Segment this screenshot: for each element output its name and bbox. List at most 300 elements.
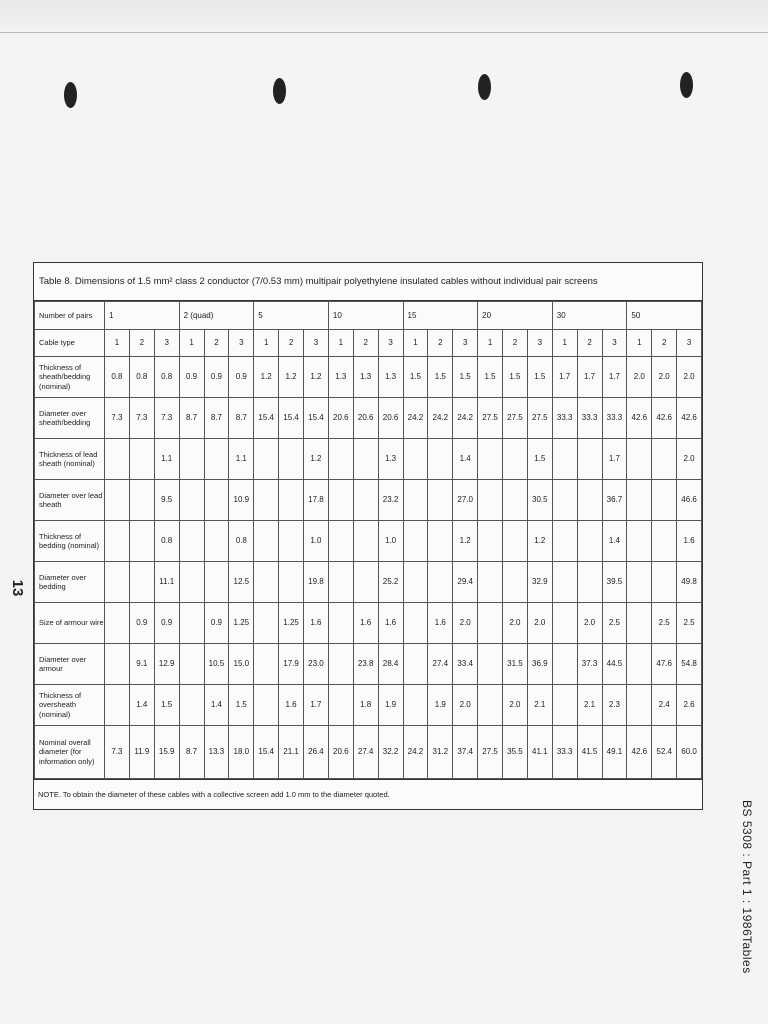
value-cell: 23.0 (304, 644, 329, 685)
value-cell: 20.6 (378, 398, 403, 439)
value-cell: 27.0 (453, 480, 478, 521)
value-cell (552, 439, 577, 480)
value-cell: 2.0 (577, 603, 602, 644)
value-cell: 32.2 (378, 726, 403, 779)
value-cell: 1.5 (527, 357, 552, 398)
value-cell (328, 439, 353, 480)
value-cell: 21.1 (279, 726, 304, 779)
value-cell: 37.4 (453, 726, 478, 779)
row-label: Thickness of bedding (nominal) (35, 521, 105, 562)
cable-type-cell: 3 (304, 330, 329, 357)
value-cell: 1.7 (552, 357, 577, 398)
value-cell (179, 644, 204, 685)
row-label: Diameter over bedding (35, 562, 105, 603)
value-cell: 1.25 (279, 603, 304, 644)
cable-type-cell: 2 (129, 330, 154, 357)
value-cell (254, 439, 279, 480)
value-cell (129, 562, 154, 603)
value-cell: 1.7 (602, 439, 627, 480)
value-cell (353, 562, 378, 603)
value-cell (328, 644, 353, 685)
value-cell: 33.3 (552, 398, 577, 439)
value-cell (403, 644, 428, 685)
value-cell (179, 480, 204, 521)
punch-hole (680, 72, 693, 98)
value-cell: 47.6 (652, 644, 677, 685)
value-cell: 0.8 (129, 357, 154, 398)
value-cell: 32.9 (527, 562, 552, 603)
value-cell (179, 521, 204, 562)
data-grid (34, 301, 702, 779)
value-cell: 33.3 (602, 398, 627, 439)
pair-group-header: 15 (403, 302, 478, 330)
value-cell (552, 480, 577, 521)
cable-type-cell: 2 (279, 330, 304, 357)
cable-type-label: Cable type (35, 330, 105, 357)
value-cell: 18.0 (229, 726, 254, 779)
value-cell (652, 439, 677, 480)
value-cell (552, 644, 577, 685)
value-cell (577, 480, 602, 521)
value-cell (503, 562, 528, 603)
value-cell (254, 603, 279, 644)
value-cell: 0.8 (229, 521, 254, 562)
value-cell (403, 480, 428, 521)
punch-hole (64, 82, 77, 108)
pair-group-header: 5 (254, 302, 329, 330)
value-cell: 1.1 (154, 439, 179, 480)
value-cell: 60.0 (677, 726, 702, 779)
value-cell: 1.2 (527, 521, 552, 562)
value-cell: 15.4 (254, 398, 279, 439)
value-cell (652, 521, 677, 562)
pair-group-header: 50 (627, 302, 702, 330)
pair-group-header: 1 (105, 302, 180, 330)
table-row (35, 357, 702, 398)
cable-type-cell: 3 (527, 330, 552, 357)
cable-type-row (35, 330, 702, 357)
value-cell: 1.5 (428, 357, 453, 398)
row-label: Diameter over sheath/bedding (35, 398, 105, 439)
value-cell: 7.3 (154, 398, 179, 439)
value-cell (204, 521, 229, 562)
pair-group-header: 10 (328, 302, 403, 330)
table-row (35, 562, 702, 603)
value-cell (328, 480, 353, 521)
value-cell: 15.4 (279, 398, 304, 439)
table-row (35, 398, 702, 439)
table-title: Table 8. Dimensions of 1.5 mm² class 2 conductor (7/0.53 mm) multipair polyethylene insulated cables without individual pair screens (34, 263, 702, 301)
value-cell: 30.5 (527, 480, 552, 521)
value-cell (428, 521, 453, 562)
value-cell: 27.5 (478, 726, 503, 779)
value-cell (503, 521, 528, 562)
value-cell (254, 685, 279, 726)
value-cell: 35.5 (503, 726, 528, 779)
value-cell: 1.4 (602, 521, 627, 562)
value-cell: 23.2 (378, 480, 403, 521)
value-cell: 1.2 (304, 357, 329, 398)
cable-type-cell: 1 (403, 330, 428, 357)
cable-type-cell: 2 (428, 330, 453, 357)
value-cell: 44.5 (602, 644, 627, 685)
value-cell (478, 439, 503, 480)
cable-type-cell: 3 (154, 330, 179, 357)
value-cell: 42.6 (652, 398, 677, 439)
value-cell (179, 439, 204, 480)
value-cell: 49.8 (677, 562, 702, 603)
value-cell (503, 480, 528, 521)
value-cell: 33.3 (577, 398, 602, 439)
value-cell (279, 521, 304, 562)
value-cell (552, 562, 577, 603)
row-label: Nominal overall diameter (for information only) (35, 726, 105, 779)
value-cell (428, 562, 453, 603)
value-cell (552, 685, 577, 726)
value-cell (105, 480, 130, 521)
value-cell: 1.5 (478, 357, 503, 398)
value-cell (254, 480, 279, 521)
value-cell: 24.2 (428, 398, 453, 439)
page-number: 13 (9, 579, 26, 597)
value-cell: 15.4 (254, 726, 279, 779)
value-cell: 20.6 (328, 726, 353, 779)
value-cell: 8.7 (204, 398, 229, 439)
value-cell: 11.9 (129, 726, 154, 779)
value-cell: 24.2 (403, 398, 428, 439)
value-cell: 17.8 (304, 480, 329, 521)
value-cell: 1.4 (453, 439, 478, 480)
value-cell: 24.2 (403, 726, 428, 779)
table-row (35, 480, 702, 521)
table-note: NOTE. To obtain the diameter of these cables with a collective screen add 1.0 mm to the diameter quoted. (34, 779, 702, 809)
value-cell: 1.2 (304, 439, 329, 480)
value-cell (403, 603, 428, 644)
value-cell: 1.5 (403, 357, 428, 398)
value-cell: 1.25 (229, 603, 254, 644)
value-cell: 1.9 (378, 685, 403, 726)
value-cell: 42.6 (677, 398, 702, 439)
value-cell: 7.3 (105, 398, 130, 439)
value-cell (129, 480, 154, 521)
value-cell: 2.5 (652, 603, 677, 644)
value-cell (279, 439, 304, 480)
dimensions-table (33, 262, 703, 810)
value-cell: 0.8 (154, 521, 179, 562)
value-cell (552, 521, 577, 562)
row-label: Thickness of oversheath (nominal) (35, 685, 105, 726)
value-cell: 33.3 (552, 726, 577, 779)
value-cell: 31.2 (428, 726, 453, 779)
value-cell: 1.7 (304, 685, 329, 726)
value-cell: 46.6 (677, 480, 702, 521)
standard-reference (731, 800, 763, 1000)
cable-type-cell: 3 (229, 330, 254, 357)
value-cell: 1.5 (503, 357, 528, 398)
value-cell (627, 480, 652, 521)
cable-type-cell: 2 (652, 330, 677, 357)
value-cell: 28.4 (378, 644, 403, 685)
value-cell (652, 562, 677, 603)
value-cell: 10.9 (229, 480, 254, 521)
value-cell (105, 644, 130, 685)
value-cell (503, 439, 528, 480)
value-cell: 1.5 (527, 439, 552, 480)
cable-type-cell: 1 (105, 330, 130, 357)
table-row (35, 439, 702, 480)
value-cell: 2.5 (677, 603, 702, 644)
value-cell (577, 562, 602, 603)
value-cell (478, 562, 503, 603)
value-cell: 0.8 (105, 357, 130, 398)
row-label: Size of armour wire (35, 603, 105, 644)
punch-hole (478, 74, 491, 100)
value-cell (577, 521, 602, 562)
value-cell (179, 562, 204, 603)
value-cell: 1.5 (154, 685, 179, 726)
value-cell (105, 439, 130, 480)
value-cell (627, 603, 652, 644)
value-cell (478, 603, 503, 644)
value-cell (353, 439, 378, 480)
value-cell: 1.8 (353, 685, 378, 726)
value-cell: 15.0 (229, 644, 254, 685)
value-cell (179, 603, 204, 644)
value-cell: 11.1 (154, 562, 179, 603)
value-cell: 1.2 (453, 521, 478, 562)
value-cell: 0.9 (154, 603, 179, 644)
value-cell (279, 480, 304, 521)
value-cell: 36.7 (602, 480, 627, 521)
value-cell: 31.5 (503, 644, 528, 685)
value-cell: 1.3 (378, 357, 403, 398)
value-cell (105, 562, 130, 603)
value-cell: 26.4 (304, 726, 329, 779)
value-cell: 2.4 (652, 685, 677, 726)
cable-type-cell: 1 (254, 330, 279, 357)
value-cell: 1.4 (204, 685, 229, 726)
value-cell: 17.9 (279, 644, 304, 685)
value-cell (105, 603, 130, 644)
value-cell: 12.5 (229, 562, 254, 603)
value-cell: 1.3 (378, 439, 403, 480)
value-cell (478, 480, 503, 521)
value-cell: 2.5 (602, 603, 627, 644)
value-cell: 2.0 (652, 357, 677, 398)
value-cell (328, 685, 353, 726)
value-cell (652, 480, 677, 521)
value-cell (204, 480, 229, 521)
value-cell: 24.2 (453, 398, 478, 439)
value-cell: 20.6 (328, 398, 353, 439)
value-cell: 2.0 (503, 685, 528, 726)
value-cell: 1.4 (129, 685, 154, 726)
value-cell: 1.6 (677, 521, 702, 562)
cable-type-cell: 1 (179, 330, 204, 357)
value-cell (403, 685, 428, 726)
value-cell (254, 644, 279, 685)
value-cell: 1.6 (304, 603, 329, 644)
table-row (35, 603, 702, 644)
value-cell: 2.0 (453, 603, 478, 644)
value-cell: 29.4 (453, 562, 478, 603)
value-cell: 0.9 (204, 603, 229, 644)
value-cell: 1.6 (378, 603, 403, 644)
value-cell: 19.8 (304, 562, 329, 603)
value-cell: 15.9 (154, 726, 179, 779)
value-cell: 1.9 (428, 685, 453, 726)
value-cell: 9.1 (129, 644, 154, 685)
value-cell: 0.8 (154, 357, 179, 398)
value-cell: 2.0 (453, 685, 478, 726)
value-cell: 39.5 (602, 562, 627, 603)
value-cell (254, 562, 279, 603)
cable-type-cell: 1 (478, 330, 503, 357)
value-cell: 23.8 (353, 644, 378, 685)
value-cell: 2.3 (602, 685, 627, 726)
cable-type-cell: 2 (353, 330, 378, 357)
value-cell: 1.6 (279, 685, 304, 726)
value-cell (403, 562, 428, 603)
row-label: Diameter over lead sheath (35, 480, 105, 521)
value-cell: 1.7 (577, 357, 602, 398)
value-cell: 1.2 (254, 357, 279, 398)
value-cell: 27.4 (353, 726, 378, 779)
value-cell (328, 562, 353, 603)
value-cell: 1.0 (378, 521, 403, 562)
value-cell (105, 685, 130, 726)
cable-type-cell: 3 (602, 330, 627, 357)
scan-fold-line (0, 32, 768, 33)
value-cell: 1.3 (328, 357, 353, 398)
nominal-diameter-row (35, 726, 702, 779)
value-cell (627, 562, 652, 603)
value-cell: 1.1 (229, 439, 254, 480)
value-cell: 2.0 (677, 439, 702, 480)
value-cell: 0.9 (204, 357, 229, 398)
value-cell: 8.7 (229, 398, 254, 439)
value-cell: 2.6 (677, 685, 702, 726)
value-cell: 1.7 (602, 357, 627, 398)
value-cell (204, 439, 229, 480)
value-cell: 9.5 (154, 480, 179, 521)
pairs-label: Number of pairs (35, 302, 105, 330)
value-cell: 2.0 (677, 357, 702, 398)
value-cell: 41.5 (577, 726, 602, 779)
value-cell (577, 439, 602, 480)
row-label: Thickness of lead sheath (nominal) (35, 439, 105, 480)
value-cell: 25.2 (378, 562, 403, 603)
value-cell: 2.0 (503, 603, 528, 644)
value-cell: 8.7 (179, 726, 204, 779)
cable-type-cell: 1 (627, 330, 652, 357)
value-cell: 27.5 (478, 398, 503, 439)
value-cell: 27.4 (428, 644, 453, 685)
cable-type-cell: 3 (453, 330, 478, 357)
value-cell (129, 521, 154, 562)
value-cell: 37.3 (577, 644, 602, 685)
value-cell: 2.0 (627, 357, 652, 398)
value-cell (403, 439, 428, 480)
value-cell (627, 521, 652, 562)
value-cell (254, 521, 279, 562)
value-cell (279, 562, 304, 603)
value-cell: 13.3 (204, 726, 229, 779)
value-cell: 27.5 (503, 398, 528, 439)
value-cell (105, 521, 130, 562)
value-cell: 1.5 (453, 357, 478, 398)
value-cell: 2.1 (527, 685, 552, 726)
value-cell (403, 521, 428, 562)
value-cell (478, 685, 503, 726)
value-cell (627, 685, 652, 726)
value-cell (353, 480, 378, 521)
value-cell: 1.2 (279, 357, 304, 398)
row-label: Diameter over armour (35, 644, 105, 685)
value-cell: 49.1 (602, 726, 627, 779)
value-cell (328, 521, 353, 562)
value-cell: 33.4 (453, 644, 478, 685)
standard-reference-line: Tables (740, 936, 754, 974)
cable-type-cell: 2 (577, 330, 602, 357)
value-cell: 15.4 (304, 398, 329, 439)
pair-group-header: 30 (552, 302, 627, 330)
value-cell (428, 480, 453, 521)
value-cell: 2.1 (577, 685, 602, 726)
cable-type-cell: 2 (204, 330, 229, 357)
value-cell (627, 644, 652, 685)
cable-type-cell: 3 (378, 330, 403, 357)
value-cell: 7.3 (105, 726, 130, 779)
value-cell: 7.3 (129, 398, 154, 439)
value-cell: 42.6 (627, 726, 652, 779)
value-cell: 54.8 (677, 644, 702, 685)
pair-group-header: 20 (478, 302, 553, 330)
row-label: Thickness of sheath/bedding (nominal) (35, 357, 105, 398)
value-cell (204, 562, 229, 603)
value-cell: 42.6 (627, 398, 652, 439)
value-cell: 0.9 (229, 357, 254, 398)
value-cell: 12.9 (154, 644, 179, 685)
table-row (35, 644, 702, 685)
value-cell: 1.6 (428, 603, 453, 644)
standard-reference-line: BS 5308 : Part 1 : 1986 (740, 800, 754, 937)
value-cell: 52.4 (652, 726, 677, 779)
value-cell (353, 521, 378, 562)
value-cell: 2.0 (527, 603, 552, 644)
value-cell (478, 521, 503, 562)
cable-type-cell: 3 (677, 330, 702, 357)
value-cell (179, 685, 204, 726)
value-cell: 0.9 (179, 357, 204, 398)
value-cell: 20.6 (353, 398, 378, 439)
pair-group-header: 2 (quad) (179, 302, 254, 330)
table-row (35, 685, 702, 726)
cable-type-cell: 1 (328, 330, 353, 357)
value-cell: 0.9 (129, 603, 154, 644)
value-cell (328, 603, 353, 644)
value-cell: 1.6 (353, 603, 378, 644)
value-cell (627, 439, 652, 480)
pairs-header-row (35, 302, 702, 330)
cable-type-cell: 2 (503, 330, 528, 357)
value-cell: 1.3 (353, 357, 378, 398)
value-cell: 27.5 (527, 398, 552, 439)
value-cell: 10.5 (204, 644, 229, 685)
value-cell (428, 439, 453, 480)
value-cell (478, 644, 503, 685)
value-cell: 8.7 (179, 398, 204, 439)
